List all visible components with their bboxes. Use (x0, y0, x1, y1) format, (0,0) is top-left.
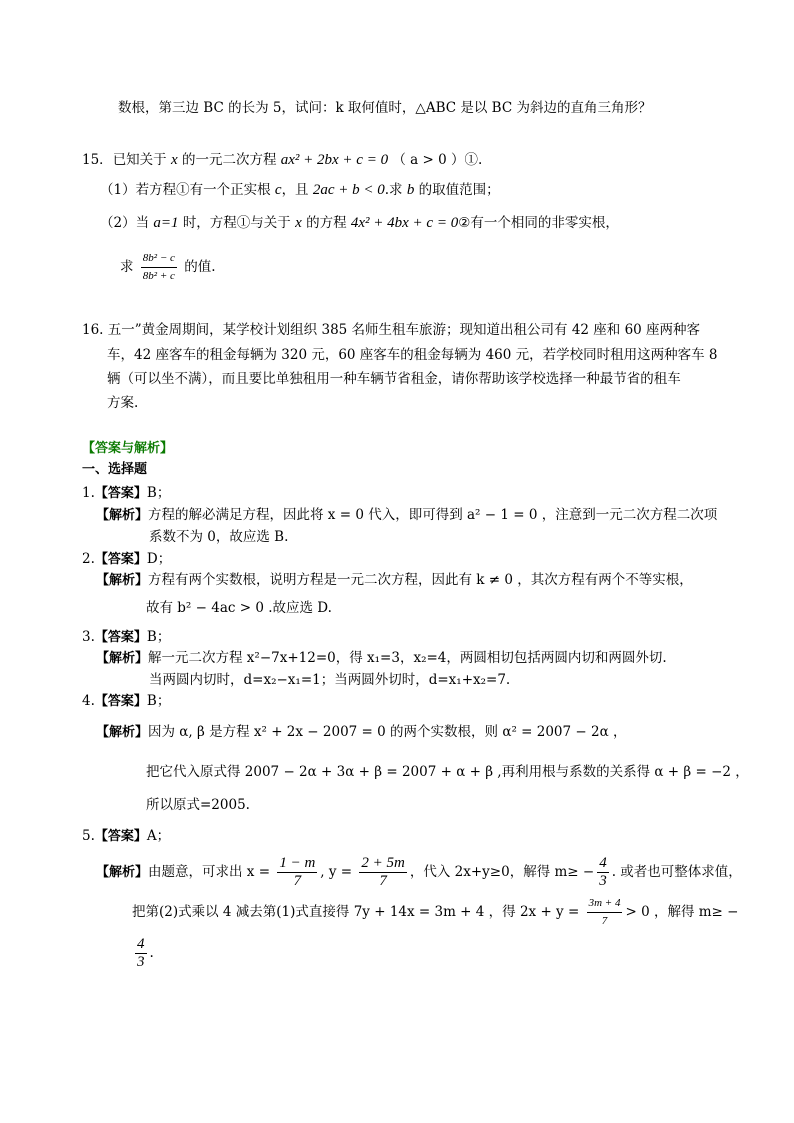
a3-answer: B； (146, 629, 171, 645)
section-choice: 一、选择题 (82, 462, 148, 477)
a1-number: 1. (82, 485, 95, 501)
a5-frac-2xy-den: 7 (601, 915, 608, 927)
a1-tag: 【答案】 (94, 486, 147, 501)
q15-stem-a: 已知关于 (112, 152, 167, 168)
q16-line3: 辆（可以坐不满），而且要比单独租用一种车辆节省租金，请你帮助该学校选择一种最节省的租车 (107, 371, 681, 387)
a4-analysis-tag: 【解析】 (96, 725, 149, 740)
q15-equation: ax² + 2bx + c = 0 (280, 152, 389, 168)
answer-2 (82, 549, 171, 570)
a5-number: 5. (82, 828, 95, 844)
a5-frac-m2-num: 4 (137, 936, 145, 952)
a3-analysis-text: 解一元二次方程 x²−7x+12=0，得 x₁=3，x₂=4，两圆相切包括两圆内切和两圆外切. (148, 650, 667, 666)
a5-frac-m2-den: 3 (137, 954, 145, 970)
q15-stem-b: 的一元二次方程 (181, 152, 277, 168)
q15-frac-den: 8b² + c (142, 270, 175, 282)
q15-part1-b: ，且 (281, 182, 309, 198)
q14-continuation: 数根，第三边 BC 的长为 5，试问：k 取何值时，△ABC 是以 BC 为斜边的直角三角形？ (118, 100, 652, 116)
a4-analysis-2: 把它代入原式得 2007 − 2α + 3α + β = 2007 + α + β ,再利用根与系数的关系得 α + β = −2 ， (146, 764, 749, 780)
q16-line1 (82, 320, 700, 340)
a5-frac-y-den: 7 (379, 873, 387, 889)
q15-part1-ineq: 2ac + b < 0 (312, 182, 385, 198)
a5-text-c: ，代入 2x+y≥0，解得 m≥ − (409, 864, 595, 880)
a1-analysis-1 (96, 505, 717, 526)
a4-analysis-1 (96, 722, 627, 743)
q15-frac-num: 8b² − c (141, 250, 177, 268)
a1-analysis-tag: 【解析】 (96, 508, 149, 523)
a2-answer: D； (146, 551, 172, 567)
q15-part1-var: b (406, 182, 415, 198)
q15-part2-eq: 4x² + 4bx + c = 0 (350, 215, 459, 231)
a5-frac-m2 (135, 936, 147, 971)
q16-text-1: 五一”黄金周期间，某学校计划组织 385 名师生租车旅游；现知道出租公司有 42 座和 60 座两种客 (107, 322, 701, 338)
a2-analysis-2: 故有 b² − 4ac > 0 .故应选 D. (146, 600, 332, 616)
a3-tag: 【答案】 (94, 630, 147, 645)
answer-1 (82, 483, 170, 504)
q15-part1-c: c (274, 182, 282, 198)
a5-answer: A； (146, 828, 171, 844)
a5-frac-m (597, 855, 609, 890)
a4-analysis-text: 因为 α, β 是方程 x² + 2x − 2007 = 0 的两个实数根，则 α² = 2007 − 2α ， (148, 724, 627, 740)
answer-5 (82, 826, 170, 847)
a5-frac-x-den: 7 (293, 873, 302, 889)
q15-condition: （ a > 0 ）①. (392, 152, 483, 168)
a1-analysis-2: 系数不为 0，故应选 B. (149, 529, 289, 545)
a4-number: 4. (82, 693, 95, 709)
a3-number: 3. (82, 629, 95, 645)
a1-answer: B； (146, 485, 171, 501)
answers-heading: 【答案与解析】 (82, 441, 174, 456)
q15-number: 15． (82, 152, 113, 168)
q15-part2 (100, 213, 619, 233)
a1-analysis-text: 方程的解必满足方程，因此将 x = 0 代入，即可得到 a² − 1 = 0 ，注意到一元二次方程二次项 (148, 507, 718, 523)
q15-part3 (120, 248, 216, 286)
a5-frac-2xy (587, 895, 623, 930)
a5-analysis-tag: 【解析】 (96, 865, 149, 880)
a5-analysis-1 (96, 852, 742, 893)
q16-number: 16. (82, 322, 104, 338)
q15-part3-a: 求 (120, 259, 134, 275)
a5-frac-m-num: 4 (599, 855, 607, 871)
q16-line2: 车，42 座客车的租金每辆为 320 元，60 座客车的租金每辆为 460 元，若学校同时租用这两种客车 8 (107, 347, 718, 363)
a2-analysis-text: 方程有两个实数根，说明方程是一元二次方程，因此有 k ≠ 0 ，其次方程有两个不等实根， (148, 572, 693, 588)
q15-part1-a: （1）若方程①有一个正实根 (100, 182, 271, 198)
a4-analysis-3: 所以原式=2005. (146, 797, 250, 813)
q15-part2-x: x (295, 215, 302, 231)
a5-text-b: , y = (320, 864, 353, 880)
a3-analysis-2: 当两圆内切时，d=x₂−x₁=1；当两圆外切时，d=x₁+x₂=7. (149, 672, 511, 688)
a5-frac-y-num: 2 + 5m (361, 855, 405, 871)
q15-var-x: x (170, 152, 178, 168)
a2-tag: 【答案】 (94, 552, 147, 567)
q15-part1 (100, 180, 500, 200)
q15-part3-b: 的值. (184, 259, 216, 275)
a5-frac-y (359, 855, 406, 890)
a5-analysis-2 (132, 892, 738, 932)
a5-text-end: . (149, 945, 154, 961)
q15-stem (82, 150, 482, 170)
a5-text-a: 由题意，可求出 x = (148, 864, 271, 880)
a2-analysis-1 (96, 570, 693, 591)
a4-tag: 【答案】 (94, 694, 147, 709)
a4-answer: B； (146, 693, 171, 709)
a5-analysis-3 (132, 935, 154, 971)
q15-part2-d: ②有一个相同的非零实根， (458, 215, 619, 231)
q16-line4: 方案. (107, 395, 139, 411)
a5-frac-m-den: 3 (599, 873, 607, 889)
a5-tag: 【答案】 (94, 829, 147, 844)
a5-frac-x-num: 1 − m (279, 855, 316, 871)
q15-part2-b: 时，方程①与关于 (182, 215, 291, 231)
q15-fraction (141, 250, 177, 285)
a5-frac-x (277, 855, 317, 890)
q15-part1-d: .求 (384, 182, 403, 198)
a3-analysis-1 (96, 648, 667, 669)
q15-part1-e: 的取值范围； (418, 182, 500, 198)
answer-3 (82, 627, 170, 648)
answer-4 (82, 691, 170, 712)
a5-frac-2xy-num: 3m + 4 (587, 895, 623, 913)
q15-part2-a: （2）当 (100, 215, 150, 231)
a5-text-f: > 0 ，解得 m≥ − (625, 904, 739, 920)
a2-analysis-tag: 【解析】 (96, 573, 149, 588)
a3-analysis-tag: 【解析】 (96, 651, 149, 666)
a2-number: 2. (82, 551, 95, 567)
a5-text-e: 把第(2)式乘以 4 减去第(1)式直接得 7y + 14x = 3m + 4 ，得 2x + y = (132, 904, 580, 920)
q15-part2-c: 的方程 (306, 215, 347, 231)
q15-part2-cond: a=1 (153, 215, 179, 231)
a5-text-d: . 或者也可整体求值， (611, 864, 742, 880)
